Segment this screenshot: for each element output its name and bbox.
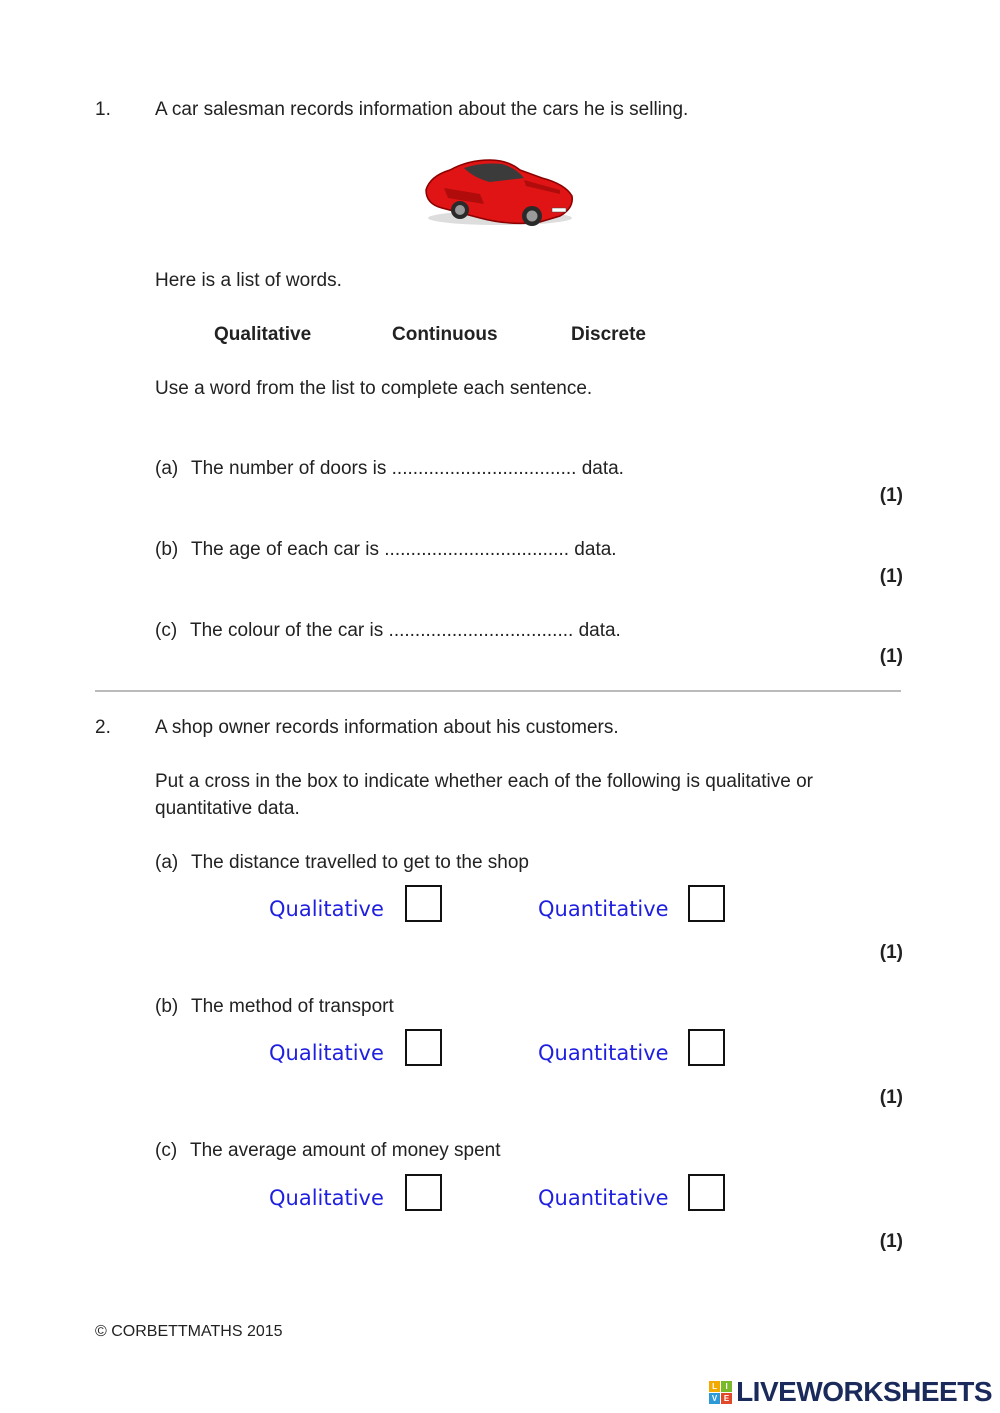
q2-part-a-quantitative-checkbox[interactable] bbox=[688, 885, 725, 922]
q2-part-b-qualitative-label: Qualitative bbox=[269, 1041, 384, 1065]
q1-part-a-sentence[interactable]: The number of doors is ................................... data. bbox=[191, 458, 624, 479]
copyright-notice: © CORBETTMATHS 2015 bbox=[95, 1323, 283, 1340]
q2-part-b-text: The method of transport bbox=[191, 996, 394, 1017]
q2-part-c-label: (c) bbox=[155, 1140, 178, 1161]
q2-part-b-marks: (1) bbox=[879, 1087, 903, 1108]
q2-part-c-marks: (1) bbox=[879, 1231, 903, 1252]
q2-part-a-marks: (1) bbox=[879, 942, 903, 963]
q1-part-a-marks: (1) bbox=[879, 485, 903, 506]
q2-part-a-qualitative-label: Qualitative bbox=[269, 897, 384, 921]
q1-part-b-label: (b) bbox=[155, 539, 179, 560]
q2-part-c-quantitative-checkbox[interactable] bbox=[688, 1174, 725, 1211]
liveworksheets-logo-icon bbox=[709, 1381, 732, 1404]
word-continuous: Continuous bbox=[392, 324, 498, 345]
logo-letter-v: V bbox=[709, 1393, 720, 1404]
q1-part-b-sentence[interactable]: The age of each car is ................................... data. bbox=[191, 539, 617, 560]
q2-part-c-text: The average amount of money spent bbox=[190, 1140, 501, 1161]
word-list-intro: Here is a list of words. bbox=[155, 270, 342, 291]
logo-letter-l: L bbox=[709, 1381, 720, 1392]
question-1-number: 1. bbox=[95, 99, 111, 120]
red-sports-car-image bbox=[420, 152, 578, 232]
logo-letter-i: I bbox=[721, 1381, 732, 1392]
q1-part-c-label: (c) bbox=[155, 620, 178, 641]
q1-part-a-label: (a) bbox=[155, 458, 179, 479]
q2-part-b-quantitative-label: Quantitative bbox=[538, 1041, 669, 1065]
q2-part-a-qualitative-checkbox[interactable] bbox=[405, 885, 442, 922]
logo-letter-e: E bbox=[721, 1393, 732, 1404]
liveworksheets-logo[interactable] bbox=[709, 1376, 992, 1408]
q1-part-c-sentence[interactable]: The colour of the car is ................................... data. bbox=[190, 620, 621, 641]
q2-part-b-qualitative-checkbox[interactable] bbox=[405, 1029, 442, 1066]
word-qualitative: Qualitative bbox=[214, 324, 312, 345]
q2-part-a-text: The distance travelled to get to the shop bbox=[191, 852, 529, 873]
question-2-instruction-line1: Put a cross in the box to indicate whether each of the following is qualitative or bbox=[155, 771, 813, 792]
q2-part-c-quantitative-label: Quantitative bbox=[538, 1186, 669, 1210]
q1-part-b-marks: (1) bbox=[879, 566, 903, 587]
q1-part-c-marks: (1) bbox=[879, 646, 903, 667]
question-1-intro: A car salesman records information about the cars he is selling. bbox=[155, 99, 689, 120]
q2-part-a-label: (a) bbox=[155, 852, 179, 873]
question-1-instruction: Use a word from the list to complete each sentence. bbox=[155, 378, 593, 399]
question-2-intro: A shop owner records information about his customers. bbox=[155, 717, 619, 738]
q2-part-c-qualitative-label: Qualitative bbox=[269, 1186, 384, 1210]
q2-part-b-label: (b) bbox=[155, 996, 179, 1017]
q2-part-b-quantitative-checkbox[interactable] bbox=[688, 1029, 725, 1066]
question-2-number: 2. bbox=[95, 717, 111, 738]
section-divider bbox=[95, 690, 901, 692]
q2-part-a-quantitative-label: Quantitative bbox=[538, 897, 669, 921]
word-discrete: Discrete bbox=[571, 324, 646, 345]
liveworksheets-brand-text: LIVEWORKSHEETS bbox=[736, 1376, 992, 1407]
q2-part-c-qualitative-checkbox[interactable] bbox=[405, 1174, 442, 1211]
question-2-instruction-line2: quantitative data. bbox=[155, 798, 300, 819]
